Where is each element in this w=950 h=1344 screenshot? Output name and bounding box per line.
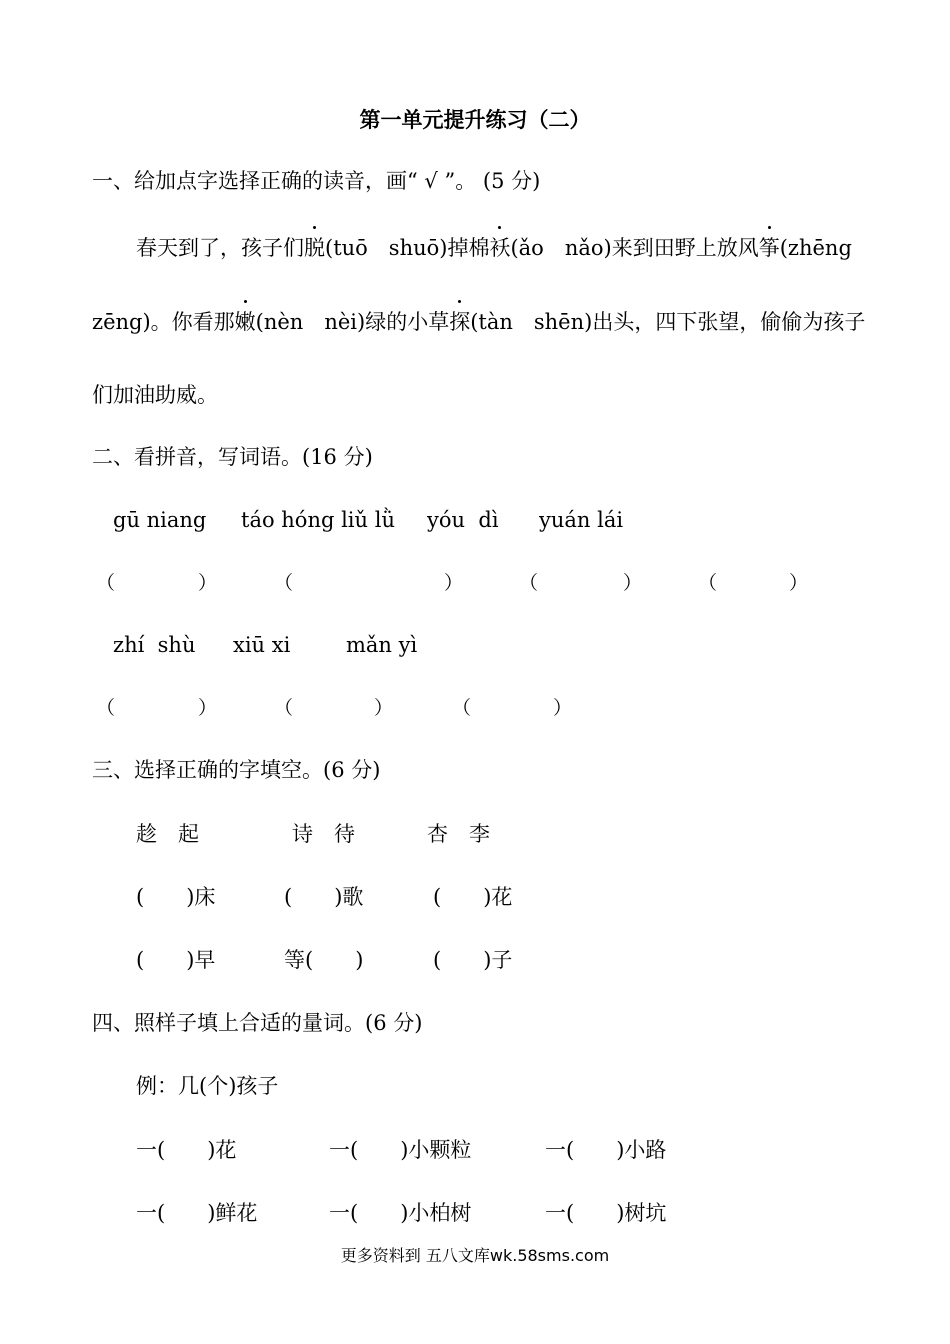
- char-group-3: 杏 李: [427, 822, 490, 846]
- measure-blank-1: 一( )花: [136, 1138, 237, 1162]
- q4-heading: 四、照样子填上合适的量词。(6 分): [92, 1011, 423, 1035]
- q1-line1-text-1: 春天到了，孩子们: [136, 236, 304, 260]
- q1-heading: 一、给加点字选择正确的读音，画“ √ ”。 (5 分): [92, 169, 541, 193]
- q2-heading: 二、看拼音，写词语。(16 分): [92, 445, 373, 469]
- footer-source-text: 更多资料到 五八文库wk.58sms.com: [340, 1246, 610, 1265]
- pinyin-5: zhí shù: [113, 633, 196, 657]
- answer-blank-2-open: （: [274, 572, 294, 594]
- answer-blank-3-close: ）: [623, 572, 643, 594]
- fill-blank-4: ( )早: [136, 948, 216, 972]
- measure-blank-5: 一( )小柏树: [329, 1201, 472, 1225]
- q1-line1-text-4: (zhēng: [779, 236, 852, 260]
- answer-blank-6-close: ）: [374, 697, 394, 719]
- q1-line1-text-3: (ǎo nǎo)来到田野上放风: [510, 236, 759, 260]
- pinyin-3: yóu dì: [427, 508, 499, 532]
- char-group-1: 趁 起: [136, 822, 199, 846]
- char-group-2: 诗 待: [292, 822, 355, 846]
- q1-passage-line-3: 们加油助威。: [92, 383, 218, 407]
- pinyin-7: mǎn yì: [346, 633, 418, 657]
- measure-blank-4: 一( )鲜花: [136, 1201, 258, 1225]
- measure-blank-6: 一( )树坑: [545, 1201, 667, 1225]
- page-title: 第一单元提升练习（二）: [359, 108, 591, 132]
- answer-blank-4-close: ）: [789, 572, 809, 594]
- fill-blank-1: ( )床: [136, 885, 216, 909]
- dotted-char-2: 袄: [489, 236, 511, 260]
- answer-blank-1-open: （: [96, 572, 116, 594]
- answer-blank-1-close: ）: [198, 572, 218, 594]
- dotted-char-3: 筝: [758, 236, 780, 260]
- q1-passage-line-2: [92, 308, 865, 336]
- answer-blank-5-close: ）: [198, 697, 218, 719]
- dotted-char-1: 脱: [304, 236, 325, 260]
- fill-blank-3: ( )花: [433, 885, 513, 909]
- answer-blank-6-open: （: [274, 697, 294, 719]
- answer-blank-7-close: ）: [553, 697, 573, 719]
- measure-blank-3: 一( )小路: [545, 1138, 667, 1162]
- q1-line2-text-3: (tàn shēn)出头，四下张望，偷偷为孩子: [470, 310, 866, 334]
- answer-blank-5-open: （: [96, 697, 116, 719]
- answer-blank-2-close: ）: [444, 572, 464, 594]
- pinyin-6: xiū xi: [233, 633, 291, 657]
- answer-blank-3-open: （: [519, 572, 539, 594]
- fill-blank-2: ( )歌: [284, 885, 364, 909]
- q1-line2-text-2: (nèn nèi)绿的小草: [255, 310, 450, 334]
- q1-passage-line-1: [136, 234, 852, 262]
- pinyin-2: táo hóng liǔ lǜ: [241, 508, 395, 532]
- measure-blank-2: 一( )小颗粒: [329, 1138, 472, 1162]
- answer-blank-4-open: （: [698, 572, 718, 594]
- q1-line2-text-1: zēng)。你看那: [92, 310, 235, 334]
- q4-example: 例：几(个)孩子: [136, 1074, 279, 1098]
- dotted-char-5: 探: [449, 310, 471, 334]
- answer-blank-7-open: （: [452, 697, 472, 719]
- q1-line1-text-2: (tuō shuō)掉棉: [325, 236, 490, 260]
- q3-heading: 三、选择正确的字填空。(6 分): [92, 758, 381, 782]
- dotted-char-4: 嫩: [234, 310, 256, 334]
- pinyin-4: yuán lái: [539, 508, 624, 532]
- fill-blank-6: ( )子: [433, 948, 513, 972]
- pinyin-1: gū niang: [113, 508, 207, 532]
- fill-blank-5: 等( ): [284, 948, 364, 972]
